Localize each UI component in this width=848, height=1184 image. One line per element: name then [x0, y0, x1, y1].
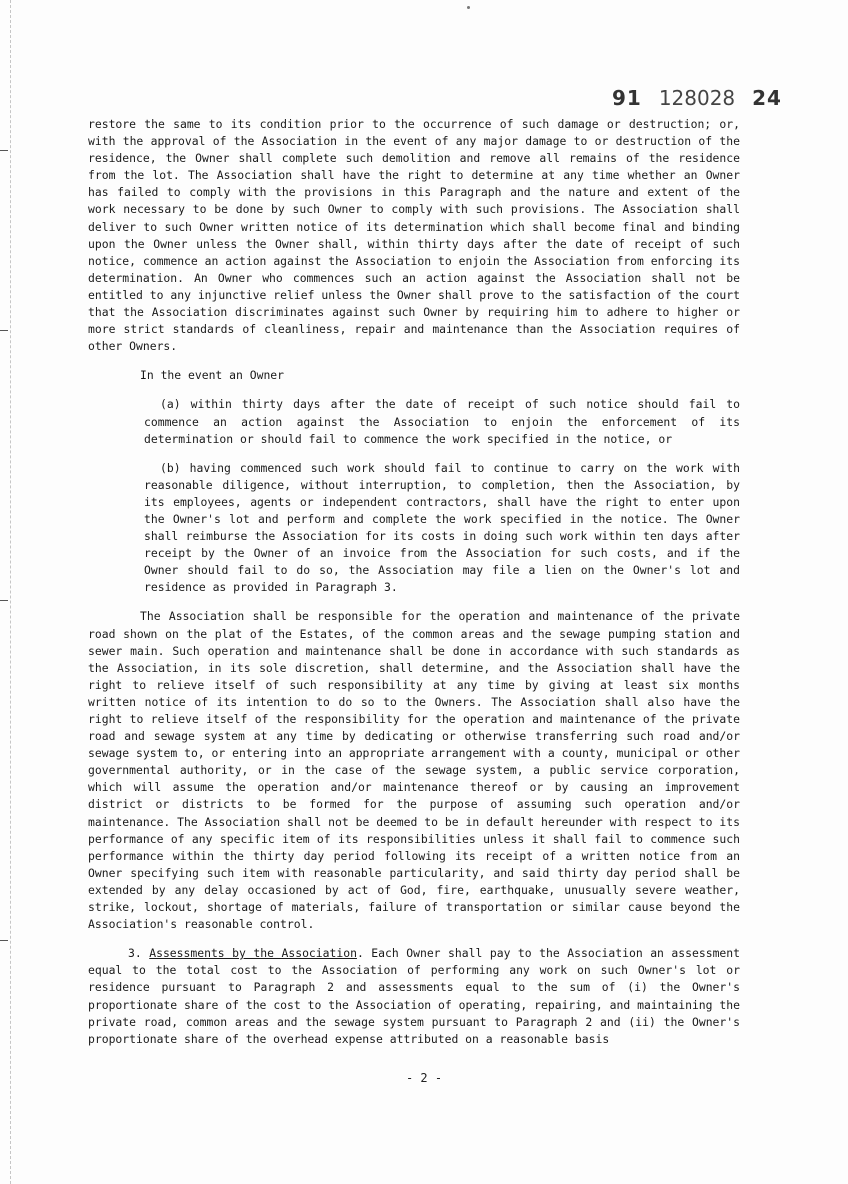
scan-edge-mark [0, 150, 8, 151]
page-number: - 2 - [405, 1071, 443, 1085]
paragraph-event-intro: In the event an Owner [140, 368, 285, 383]
paragraph-association-responsibility: The Association shall be responsible for the operation and maintenance of the private road shown on the plat of the Estates, of the common areas and the sewage pumping station and sewer main. Such operation and maintenance shall be done in accordance with such standards as the Association, in its sole discretion, shall determine, and the Association shall have the right to relieve itself of such responsibility at any time by giving at least six months written notice of its intention to do so to the Owners. The Association shall also have the right to relieve itself of the responsibility for the operation and maintenance of the private road and sewage system at any time by dedicating or otherwise transferring such road and/or sewage system to, or entering into an appropriate arrangement with a county, municipal or other governmental authority, or in the case of the sewage system, a public service corporation, which will assume the operation and/or maintenance thereof or by causing an improvement district or districts to be formed for the purpose of assuming such operation and/or maintenance. The Association shall not be deemed to be in default hereunder with respect to its performance of any specific item of its responsibilities unless it shall fail to commence such performance within the thirty day period following its receipt of a written notice from an Owner specifying such item with reasonable particularity, and said thirty day period shall be extended by any delay occasioned by act of God, fire, earthquake, unusually severe weather, strike, lockout, shortage of materials, failure of transportation or similar cause beyond the Association's reasonable control. [88, 609, 740, 932]
scan-edge-mark [0, 600, 8, 601]
section-heading: Assessments by the Association [149, 946, 357, 961]
paragraph-restore-obligation: restore the same to its condition prior to the occurrence of such damage or destruction; or, with the approval of the Association in the event of any major damage to or destruction of the residence, the Owner shall complete such demolition and remove all remains of the residence from the lot. The Association shall have the right to determine at any time whether an Owner has failed to comply with the provisions in this Paragraph and the nature and extent of the work necessary to be done by such Owner to comply with such provisions. The Association shall deliver to such Owner written notice of its determination which shall become final and binding upon the Owner unless the Owner shall, within thirty days after the date of receipt of such notice, commence an action against the Association to enjoin the Association from enforcing its determination. An Owner who commences such an action against the Association shall not be entitled to any injunctive relief unless the Owner shall prove to the satisfaction of the court that the Association discriminates against such Owner by requiring him to adhere to higher or more strict standards of cleanliness, repair and maintenance than the Association requires of other Owners. [88, 117, 740, 354]
stamp-page-number: 24 [752, 86, 782, 110]
section-assessments [88, 945, 740, 1048]
scan-edge-mark [0, 330, 8, 331]
stamp-document-number: 128028 [658, 86, 736, 110]
section-number: 3. [128, 946, 142, 961]
stamp-book-prefix: 91 [612, 86, 642, 110]
section-text: . Each Owner shall pay to the Association an assessment equal to the total cost to the Association of performing any work on such Owner's lot or residence pursuant to Paragraph 2 and assessments equal to the sum of (i) the Owner's proportionate share of the cost to the Association of operating, repairing, and maintaining the private road, common areas and the sewage system pursuant to Paragraph 2 and (ii) the Owner's proportionate share of the overhead expense attributed on a reasonable basis [88, 946, 740, 1046]
recording-stamp [612, 86, 782, 110]
scan-edge-mark [0, 940, 8, 941]
document-body [88, 116, 740, 1048]
scan-left-edge [0, 0, 11, 1184]
clause-a: (a) within thirty days after the date of receipt of such notice should fail to commence an action against the Association to enjoin the enforcement of its determination or should fail to commence the work specified in the notice, or [144, 397, 740, 446]
clause-b: (b) having commenced such work should fail to continue to carry on the work with reasonable diligence, without interruption, to completion, then the Association, by its employees, agents or independent contractors, shall have the right to enter upon the Owner's lot and perform and complete the work specified in the notice. The Owner shall reimburse the Association for its costs in doing such work within ten days after receipt by the Owner of an invoice from the Association for such costs, and if the Owner should fail to do so, the Association may file a lien on the Owner's lot and residence as provided in Paragraph 3. [144, 460, 740, 595]
scan-speck [467, 6, 470, 9]
